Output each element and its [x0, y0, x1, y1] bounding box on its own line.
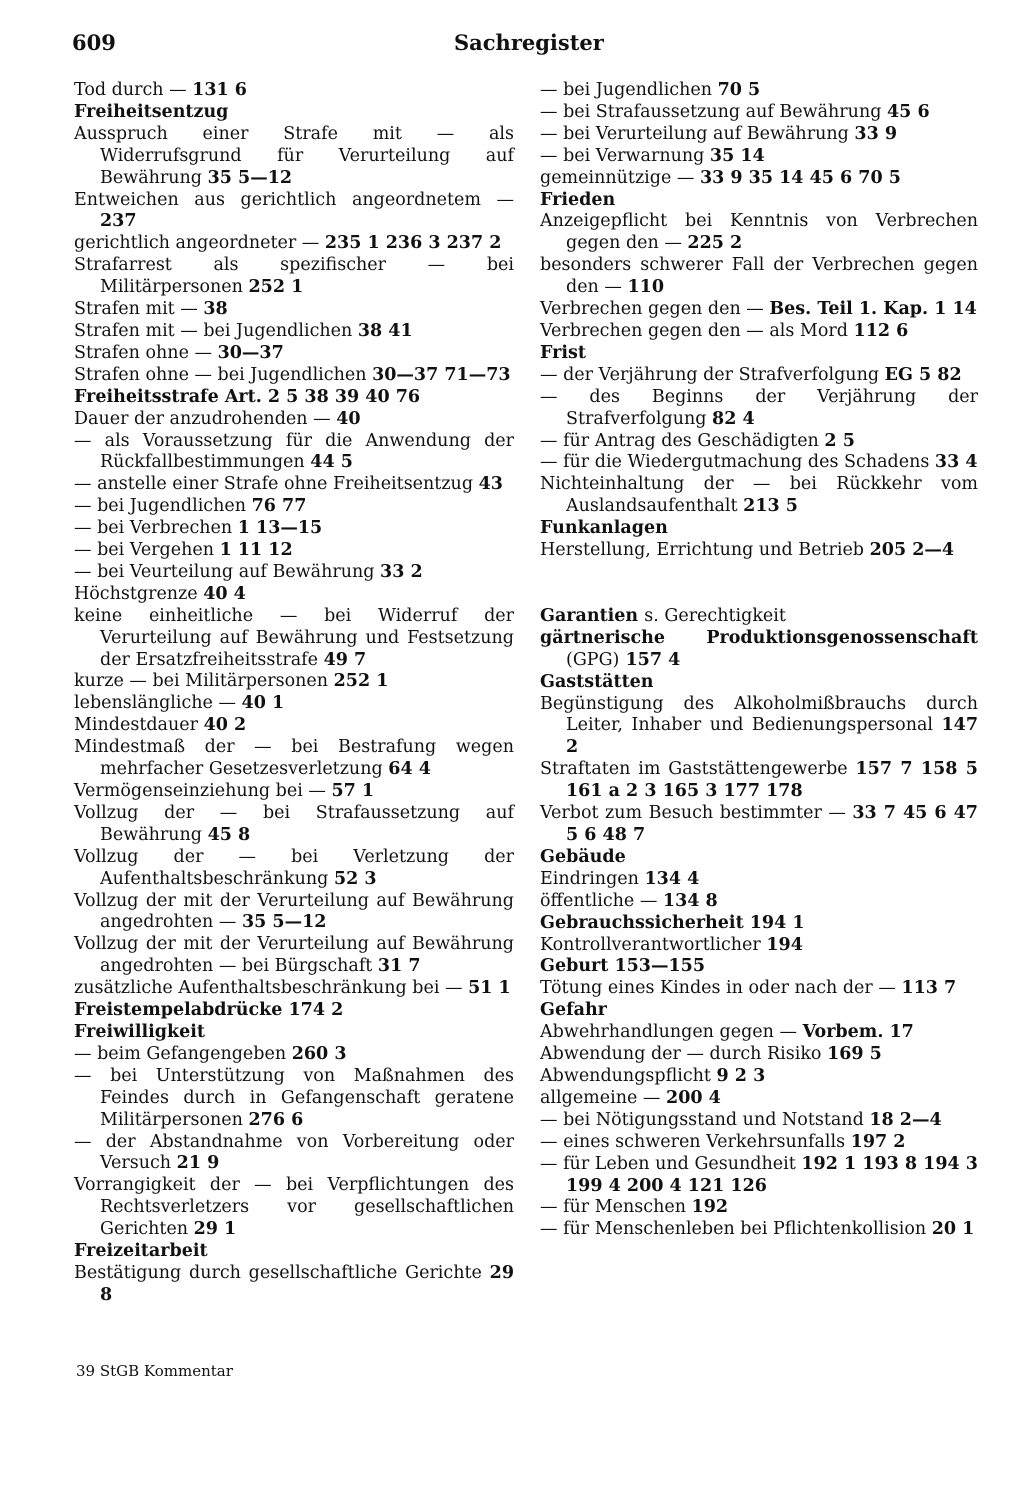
entry-text: — bei Verbrechen [74, 518, 233, 539]
entry-refs: 235 1 236 3 237 2 [324, 233, 502, 254]
index-entry [74, 1066, 514, 1132]
index-heading [540, 343, 978, 365]
entry-refs: 40 1 [241, 693, 285, 714]
entry-text: lebenslängliche — [74, 693, 236, 714]
entry-text: Gaststätten [540, 671, 654, 692]
entry-refs: 76 77 [251, 496, 307, 517]
entry-refs: 134 4 [644, 868, 700, 889]
index-entry [540, 452, 978, 474]
entry-refs: 157 4 [625, 649, 681, 670]
entry-text: Strafen ohne — [74, 342, 212, 363]
entry-refs: 200 4 [666, 1087, 721, 1108]
entry-text: Garantien [540, 605, 639, 626]
entry-text: — des Beginns der Verjährung der Strafverfolgung [540, 386, 978, 429]
entry-text: Mindestmaß der — bei Bestrafung wegen mehrfacher Gesetzesverletzung [74, 737, 514, 780]
index-entry [540, 803, 978, 847]
entry-text: — eines schweren Verkehrsunfalls [540, 1131, 846, 1152]
index-entry [74, 80, 514, 102]
entry-refs: 20 1 [931, 1219, 975, 1240]
index-heading [540, 847, 978, 869]
index-entry [540, 1110, 978, 1132]
entry-refs: 40 2 [203, 715, 247, 736]
entry-refs: 57 1 [331, 781, 375, 801]
entry-tail: s. Gerechtigkeit [644, 605, 786, 626]
entry-refs: 131 6 [192, 80, 247, 100]
index-entry [74, 190, 514, 234]
entry-refs: EG 5 82 [884, 364, 962, 385]
entry-text: Funkanlagen [540, 518, 668, 539]
index-entry [540, 1022, 978, 1044]
entry-refs: 64 4 [388, 759, 431, 780]
entry-refs: 33 7 45 6 47 5 6 48 7 [566, 803, 978, 845]
index-entry [540, 80, 978, 102]
entry-refs: 252 1 [333, 671, 389, 692]
entry-text: — für Menschen [540, 1197, 686, 1218]
entry-refs: 52 3 [333, 868, 377, 889]
entry-refs: 29 1 [193, 1219, 237, 1240]
page-title: Sachregister [454, 30, 604, 55]
entry-text: — bei Verurteilung auf Bewährung [540, 123, 849, 144]
entry-refs: 174 2 [288, 1000, 344, 1021]
entry-refs: 18 2—4 [869, 1109, 942, 1130]
entry-refs: 33 2 [380, 561, 423, 582]
index-entry [540, 978, 978, 1000]
entry-text: — bei Strafaussetzung auf Bewährung [540, 101, 882, 122]
entry-refs: 33 9 35 14 45 6 70 5 [699, 167, 901, 188]
index-heading [540, 672, 978, 694]
entry-refs: 237 [100, 211, 137, 232]
entry-refs: 43 [478, 474, 503, 495]
index-entry [74, 518, 514, 540]
entry-text: Vermögenseinziehung bei — [74, 781, 326, 801]
index-entry [540, 1132, 978, 1154]
index-entry [74, 562, 514, 584]
entry-refs: 31 7 [377, 956, 421, 977]
index-heading [540, 1000, 978, 1022]
index-entry [74, 124, 514, 190]
index-entry [74, 781, 514, 803]
index-entry [540, 935, 978, 957]
entry-text: Ausspruch einer Strafe mit — als Widerrufsgrund für Verurteilung auf Bewährung [74, 123, 514, 188]
entry-text: Begünstigung des Alkoholmißbrauchs durch Leiter, Inhaber und Bedienungspersonal [540, 693, 978, 736]
entry-refs: 213 5 [743, 496, 798, 517]
index-entry [540, 168, 978, 190]
entry-text: Vollzug der — bei Strafaussetzung auf Bewährung [74, 802, 514, 845]
entry-text: Abwehrhandlungen gegen — [540, 1022, 797, 1043]
entry-text: Tod durch — [74, 80, 187, 100]
index-entry [540, 1197, 978, 1219]
entry-text: besonders schwerer Fall der Verbrechen gegen den — [540, 255, 978, 298]
index-entry [74, 891, 514, 935]
entry-text: Freizeitarbeit [74, 1241, 208, 1262]
entry-refs: 82 4 [712, 408, 755, 429]
entry-text: Mindestdauer [74, 715, 198, 736]
index-entry [74, 671, 514, 693]
entry-text: keine einheitliche — bei Widerruf der Verurteilung auf Bewährung und Festsetzung der Ersatzfreiheitsstrafe [74, 605, 514, 670]
index-entry [540, 540, 978, 562]
index-entry [74, 1175, 514, 1241]
page-number: 609 [72, 30, 116, 55]
index-entry [74, 1044, 514, 1066]
entry-refs: 49 7 [323, 649, 367, 670]
entry-text: Abwendungspflicht [540, 1065, 711, 1086]
entry-text: Freiheitsstrafe [74, 386, 219, 407]
left-column [74, 80, 514, 1307]
entry-refs: 9 2 3 [716, 1065, 766, 1086]
entry-text: Vollzug der mit der Verurteilung auf Bewährung angedrohten — [74, 890, 514, 933]
entry-text: Strafarrest als spezifischer — bei Militärpersonen [74, 255, 514, 298]
entry-text: Strafen mit — [74, 299, 198, 320]
index-entry [540, 1154, 978, 1198]
entry-text: Geburt [540, 956, 609, 977]
entry-text: Frist [540, 342, 586, 363]
entry-text: — anstelle einer Strafe ohne Freiheitsentzug [74, 474, 474, 495]
entry-text: Freiheitsentzug [74, 101, 229, 122]
entry-text: Vorrangigkeit der — bei Verpflichtungen des Rechtsverletzers vor gesellschaftlichen Gerichten [74, 1175, 514, 1240]
entry-text: Bestätigung durch gesellschaftliche Gerichte [74, 1262, 482, 1283]
entry-text: — beim Gefangengeben [74, 1043, 287, 1064]
entry-text: Vollzug der — bei Verletzung der Aufenthaltsbeschränkung [74, 846, 514, 889]
entry-refs: 35 5—12 [241, 912, 327, 933]
index-entry [74, 606, 514, 672]
index-entry [74, 496, 514, 518]
entry-text: Gebrauchssicherheit [540, 912, 744, 933]
entry-refs: 21 9 [176, 1153, 220, 1174]
entry-refs: 40 4 [203, 583, 246, 604]
entry-refs: 1 11 12 [219, 540, 293, 561]
entry-text: Gefahr [540, 1000, 607, 1021]
index-entry [74, 255, 514, 299]
index-heading [540, 190, 978, 212]
index-entry [540, 124, 978, 146]
entry-text: Abwendung der — durch Risiko [540, 1044, 822, 1065]
index-heading [74, 387, 514, 409]
index-heading [74, 1241, 514, 1263]
entry-text: Nichteinhaltung der — bei Rückkehr vom Auslandsaufenthalt [540, 474, 978, 517]
entry-refs: 192 [691, 1197, 729, 1218]
index-entry [540, 1219, 978, 1241]
entry-text: zusätzliche Aufenthaltsbeschränkung bei — [74, 978, 463, 999]
entry-tail: (GPG) [566, 649, 620, 670]
entry-text: kurze — bei Militärpersonen [74, 671, 329, 692]
entry-refs: 35 14 [709, 145, 765, 166]
entry-text: Vollzug der mit der Verurteilung auf Bewährung angedrohten — bei Bürgschaft [74, 934, 514, 977]
entry-text: Dauer der anzudrohenden — [74, 408, 331, 429]
index-entry [540, 759, 978, 803]
index-entry [540, 299, 978, 321]
entry-refs: 110 [627, 277, 665, 298]
entry-text: — für Antrag des Geschädigten [540, 430, 819, 451]
section-gap [540, 562, 978, 606]
index-entry [74, 431, 514, 475]
index-entry [74, 934, 514, 978]
entry-refs: Bes. Teil 1. Kap. 1 14 [769, 299, 977, 320]
entry-refs: 40 [336, 408, 361, 429]
index-entry [540, 869, 978, 891]
index-entry [74, 365, 514, 387]
entry-text: — für die Wiedergutmachung des Schadens [540, 452, 930, 473]
entry-text: — bei Unterstützung von Maßnahmen des Feindes durch in Gefangenschaft geratene Militärpersonen [74, 1065, 514, 1130]
index-entry [74, 584, 514, 606]
entry-text: Höchstgrenze [74, 583, 198, 604]
entry-text: Eindringen [540, 868, 639, 889]
index-entry [540, 365, 978, 387]
entry-text: — bei Vergehen [74, 540, 214, 561]
index-entry [74, 299, 514, 321]
index-entry [540, 146, 978, 168]
index-entry [74, 321, 514, 343]
index-entry [540, 891, 978, 913]
index-entry [74, 693, 514, 715]
entry-refs: 157 7 158 5 161 a 2 3 165 3 177 178 [566, 759, 978, 802]
entry-text: Gebäude [540, 846, 626, 867]
entry-text: Strafen ohne — bei Jugendlichen [74, 364, 367, 385]
entry-text: öffentliche — [540, 890, 658, 911]
index-entry [540, 1066, 978, 1088]
index-entry [74, 737, 514, 781]
index-entry [540, 387, 978, 431]
index-entry [74, 233, 514, 255]
entry-text: — bei Jugendlichen [74, 496, 246, 517]
entry-text: Verbrechen gegen den — [540, 299, 764, 320]
entry-text: Tötung eines Kindes in oder nach der — [540, 978, 896, 999]
entry-refs: 147 2 [566, 715, 978, 758]
entry-refs: 29 8 [100, 1262, 514, 1305]
index-entry [74, 540, 514, 562]
entry-refs: 205 2—4 [869, 540, 955, 561]
entry-refs: 252 1 [248, 277, 304, 298]
entry-refs: 51 1 [468, 978, 511, 999]
entry-refs: 38 41 [357, 320, 413, 341]
entry-text: Verbot zum Besuch bestimmter — [540, 803, 846, 824]
entry-refs: 113 7 [901, 978, 957, 999]
index-heading [540, 956, 978, 978]
entry-refs: 112 6 [853, 320, 909, 341]
index-entry [74, 847, 514, 891]
entry-text: — bei Veurteilung auf Bewährung [74, 561, 375, 582]
entry-refs: 225 2 [687, 233, 743, 254]
entry-text: — als Voraussetzung für die Anwendung der Rückfallbestimmungen [74, 430, 514, 473]
entry-refs: 33 9 [854, 123, 898, 144]
index-entry [74, 803, 514, 847]
index-entry [74, 978, 514, 1000]
entry-refs: 153—155 [614, 956, 705, 977]
entry-refs: 2 5 [824, 430, 855, 451]
entry-text: Anzeigepflicht bei Kenntnis von Verbrechen gegen den — [540, 211, 978, 254]
entry-refs: 194 1 [749, 912, 805, 933]
entry-text: Freistempelabdrücke [74, 1000, 283, 1021]
index-entry [74, 343, 514, 365]
index-heading [74, 102, 514, 124]
index-entry [74, 715, 514, 737]
entry-text: Kontrollverantwortlicher [540, 934, 761, 955]
entry-refs: 30—37 71—73 [372, 364, 511, 385]
entry-text: — bei Nötigungsstand und Notstand [540, 1109, 864, 1130]
index-heading [74, 1000, 514, 1022]
entry-refs: 192 1 193 8 194 3 199 4 200 4 121 126 [566, 1153, 978, 1196]
index-heading [74, 1022, 514, 1044]
index-heading [540, 628, 978, 672]
index-entry [74, 474, 514, 496]
entry-refs: 38 [203, 299, 228, 320]
entry-refs: Art. 2 5 38 39 40 76 [224, 386, 421, 407]
entry-refs: 33 4 [934, 452, 978, 473]
entry-refs: 276 6 [248, 1109, 304, 1130]
index-entry [540, 321, 978, 343]
entry-text: Entweichen aus gerichtlich angeordnetem — [74, 189, 514, 210]
entry-text: — bei Jugendlichen [540, 80, 712, 100]
index-entry [540, 474, 978, 518]
index-entry [540, 431, 978, 453]
entry-refs: 260 3 [291, 1043, 347, 1064]
entry-text: gärtnerische Produktionsgenossenschaft [540, 627, 978, 648]
index-entry [540, 1044, 978, 1066]
entry-refs: 30—37 [217, 342, 284, 363]
entry-refs: 44 5 [310, 452, 353, 473]
index-entry [540, 211, 978, 255]
entry-text: — der Verjährung der Strafverfolgung [540, 364, 880, 385]
index-entry [74, 409, 514, 431]
entry-refs: 45 6 [887, 101, 930, 122]
entry-refs: Vorbem. 17 [802, 1022, 914, 1043]
entry-text: Verbrechen gegen den — als Mord [540, 320, 848, 341]
index-entry [540, 694, 978, 760]
entry-text: allgemeine — [540, 1087, 661, 1108]
entry-text: Herstellung, Errichtung und Betrieb [540, 540, 865, 561]
entry-text: Freiwilligkeit [74, 1021, 206, 1042]
entry-text: Frieden [540, 189, 616, 210]
entry-text: gemeinnützige — [540, 167, 695, 188]
footer-note: 39 StGB Kommentar [76, 1362, 233, 1380]
index-entry [74, 1263, 514, 1307]
entry-refs: 134 8 [662, 890, 718, 911]
entry-refs: 35 5—12 [207, 167, 293, 188]
index-entry [540, 255, 978, 299]
index-heading [540, 518, 978, 540]
entry-text: — für Menschenleben bei Pflichtenkollision [540, 1219, 927, 1240]
index-entry [540, 102, 978, 124]
entry-text: Straftaten im Gaststättengewerbe [540, 759, 848, 780]
entry-text: — für Leben und Gesundheit [540, 1153, 796, 1174]
entry-refs: 197 2 [850, 1131, 906, 1152]
entry-refs: 194 [766, 934, 803, 955]
entry-refs: 70 5 [717, 80, 761, 100]
index-heading [540, 606, 978, 628]
entry-text: gerichtlich angeordneter — [74, 233, 320, 254]
index-entry [74, 1132, 514, 1176]
entry-refs: 45 8 [207, 824, 251, 845]
entry-text: Strafen mit — bei Jugendlichen [74, 320, 353, 341]
entry-refs: 1 13—15 [237, 518, 323, 539]
index-entry [540, 1088, 978, 1110]
right-column [540, 80, 978, 1241]
entry-text: — der Abstandnahme von Vorbereitung oder Versuch [74, 1131, 514, 1174]
entry-refs: 169 5 [827, 1044, 882, 1065]
entry-text: — bei Verwarnung [540, 145, 705, 166]
index-heading [540, 913, 978, 935]
